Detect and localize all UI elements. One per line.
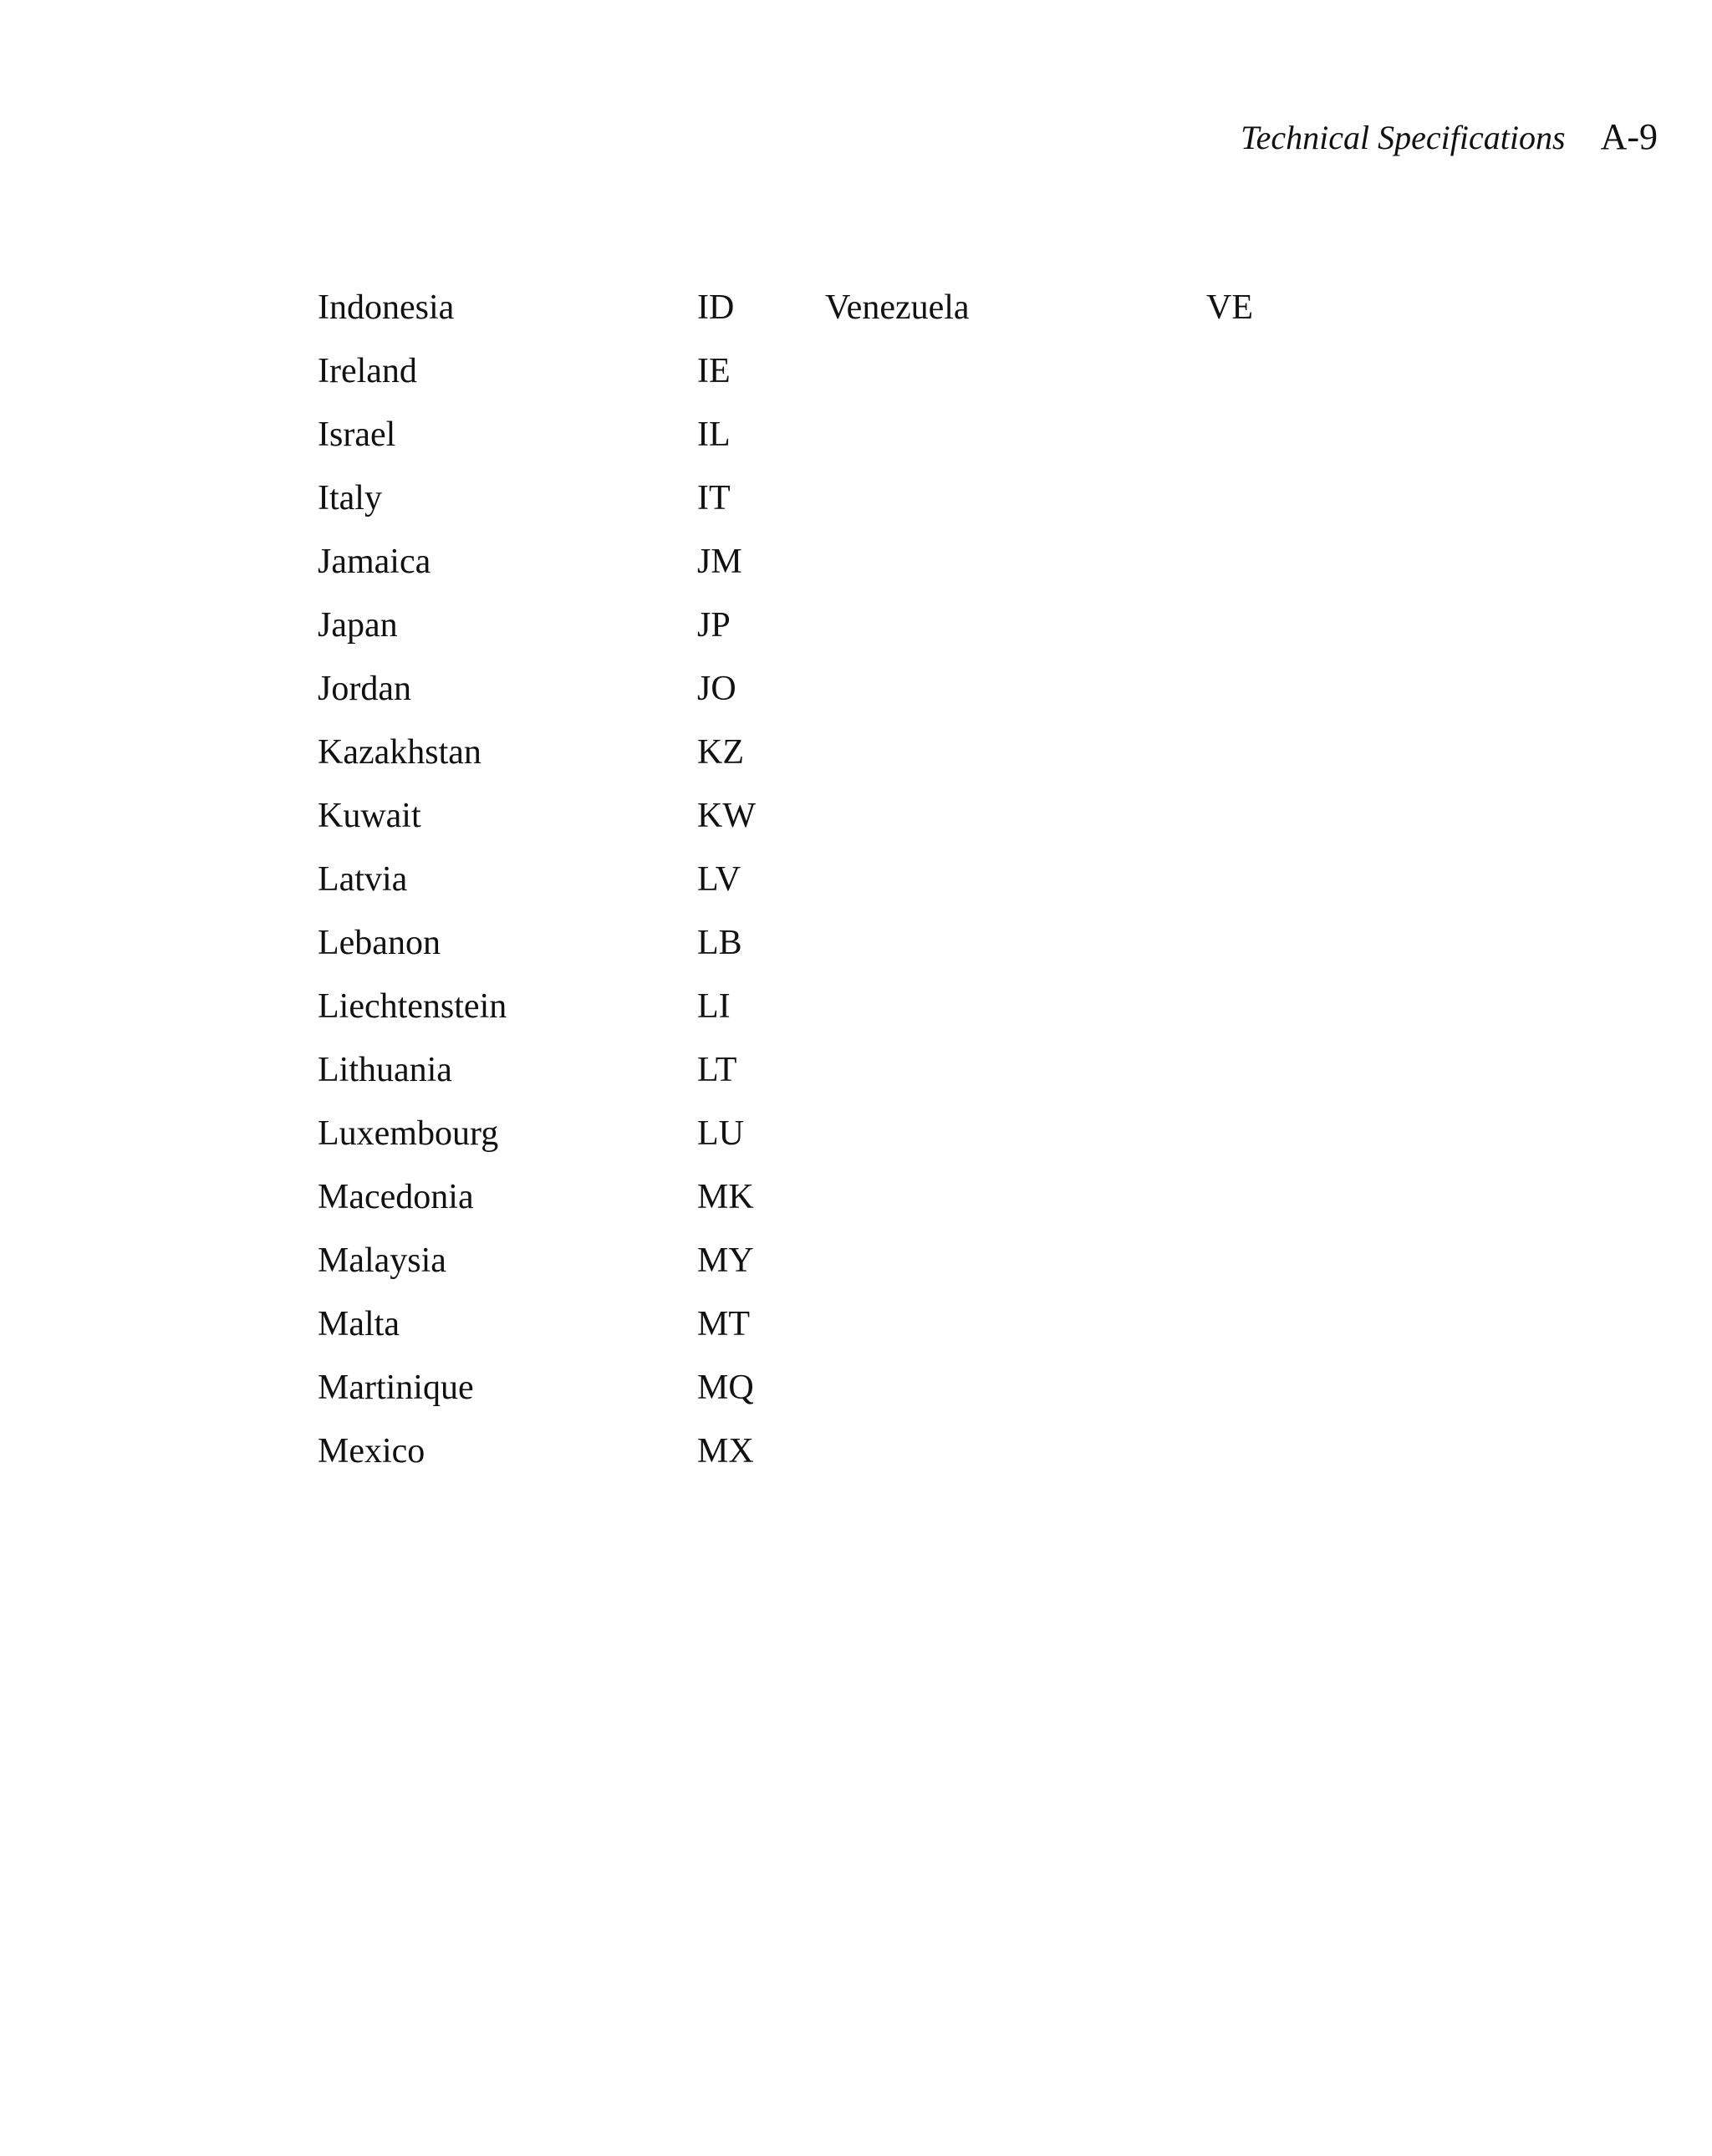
- country-name: Kuwait: [318, 797, 421, 835]
- table-row: [318, 1106, 1321, 1170]
- country-name: Jamaica: [318, 543, 431, 581]
- country-code: KZ: [697, 733, 744, 772]
- country-code: IL: [697, 415, 731, 454]
- country-code: VE: [1206, 288, 1253, 327]
- country-name: Indonesia: [318, 288, 455, 327]
- country-name: Macedonia: [318, 1178, 474, 1216]
- country-code: LB: [697, 924, 742, 962]
- country-name: Japan: [318, 606, 398, 645]
- table-row: [318, 344, 1321, 407]
- table-row: [318, 1042, 1321, 1106]
- country-name: Mexico: [318, 1432, 425, 1470]
- table-row: [318, 471, 1321, 534]
- table-row: [318, 534, 1321, 598]
- country-code: JP: [697, 606, 731, 645]
- country-code: MK: [697, 1178, 754, 1216]
- country-code: IT: [697, 479, 731, 517]
- country-name: Kazakhstan: [318, 733, 482, 772]
- country-name: Malta: [318, 1305, 400, 1343]
- country-code: IE: [697, 352, 731, 390]
- country-name: Ireland: [318, 352, 417, 390]
- country-code: LI: [697, 987, 731, 1026]
- table-row: [318, 407, 1321, 471]
- table-row: [318, 1297, 1321, 1360]
- section-title: Technical Specifications: [1241, 119, 1566, 156]
- country-name: Venezuela: [825, 288, 970, 327]
- country-code: KW: [697, 797, 756, 835]
- country-name: Latvia: [318, 860, 408, 899]
- country-name: Lithuania: [318, 1051, 452, 1089]
- table-row: [318, 1424, 1321, 1487]
- country-code: ID: [697, 288, 735, 327]
- table-row: [318, 852, 1321, 915]
- country-code: MY: [697, 1241, 754, 1280]
- table-row: [318, 1360, 1321, 1424]
- table-row: [318, 915, 1321, 979]
- country-name: Luxembourg: [318, 1114, 499, 1153]
- table-row: [318, 598, 1321, 661]
- page-header: [1241, 115, 1658, 158]
- country-code: MQ: [697, 1369, 754, 1407]
- country-name: Liechtenstein: [318, 987, 507, 1026]
- country-code: LT: [697, 1051, 737, 1089]
- country-code: MX: [697, 1432, 754, 1470]
- country-name: Martinique: [318, 1369, 474, 1407]
- table-row: [318, 280, 1321, 344]
- country-code: JM: [697, 543, 742, 581]
- country-name: Lebanon: [318, 924, 441, 962]
- country-name: Jordan: [318, 670, 411, 708]
- country-name: Italy: [318, 479, 382, 517]
- country-code-table: [318, 280, 1321, 1487]
- table-row: [318, 1233, 1321, 1297]
- table-row: [318, 788, 1321, 852]
- country-name: Israel: [318, 415, 396, 454]
- table-row: [318, 661, 1321, 725]
- country-code: LV: [697, 860, 741, 899]
- table-row: [318, 979, 1321, 1042]
- country-name: Malaysia: [318, 1241, 446, 1280]
- table-row: [318, 1170, 1321, 1233]
- country-code: JO: [697, 670, 736, 708]
- table-row: [318, 725, 1321, 788]
- page-number: A-9: [1600, 116, 1658, 157]
- country-code: MT: [697, 1305, 750, 1343]
- country-code: LU: [697, 1114, 744, 1153]
